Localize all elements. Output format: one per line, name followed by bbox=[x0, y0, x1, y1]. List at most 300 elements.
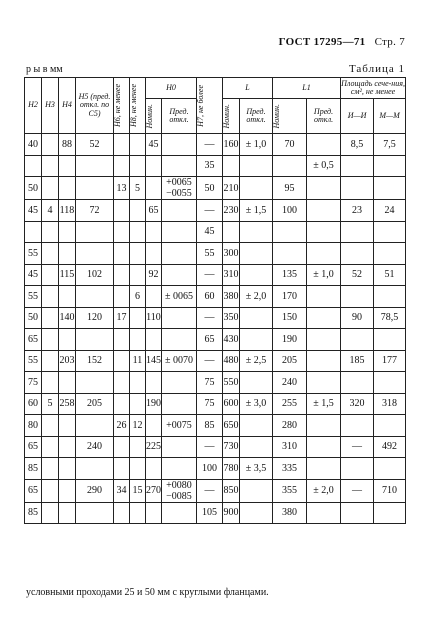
table-cell bbox=[76, 221, 114, 243]
table-cell bbox=[130, 436, 146, 458]
table-row bbox=[25, 393, 406, 415]
table-cell bbox=[59, 155, 76, 177]
table-cell bbox=[240, 329, 273, 351]
table-cell bbox=[59, 221, 76, 243]
table-cell: 600 bbox=[223, 393, 240, 415]
table-cell bbox=[76, 329, 114, 351]
table-cell: 26 bbox=[114, 415, 130, 437]
table-cell bbox=[130, 329, 146, 351]
table-row bbox=[25, 286, 406, 308]
table-row bbox=[25, 372, 406, 394]
table-cell bbox=[374, 243, 406, 265]
table-row bbox=[25, 307, 406, 329]
table-cell bbox=[341, 372, 374, 394]
table-cell bbox=[240, 479, 273, 502]
table-cell bbox=[162, 264, 197, 286]
table-cell bbox=[240, 415, 273, 437]
table-cell: +0075 bbox=[162, 415, 197, 437]
table-cell bbox=[130, 502, 146, 524]
table-cell bbox=[42, 243, 59, 265]
table-cell bbox=[42, 372, 59, 394]
table-cell bbox=[59, 479, 76, 502]
table-cell bbox=[374, 458, 406, 480]
table-cell bbox=[162, 458, 197, 480]
table-cell: 65 bbox=[25, 436, 42, 458]
table-cell: 350 bbox=[223, 307, 240, 329]
table-cell: ± 2,0 bbox=[307, 479, 341, 502]
table-cell: 45 bbox=[25, 200, 42, 222]
table-cell bbox=[341, 415, 374, 437]
table-row bbox=[25, 134, 406, 156]
table-cell bbox=[114, 221, 130, 243]
table-cell bbox=[130, 155, 146, 177]
table-cell bbox=[42, 350, 59, 372]
table-cell: +0080 −0085 bbox=[162, 479, 197, 502]
table-cell: 145 bbox=[146, 350, 162, 372]
table-cell: ± 3,5 bbox=[240, 458, 273, 480]
col-h4: H4 bbox=[59, 78, 76, 134]
table-cell: 34 bbox=[114, 479, 130, 502]
table-cell bbox=[59, 415, 76, 437]
table-cell bbox=[130, 393, 146, 415]
table-cell: 17 bbox=[114, 307, 130, 329]
table-cell bbox=[42, 221, 59, 243]
table-cell: 152 bbox=[76, 350, 114, 372]
table-cell bbox=[59, 502, 76, 524]
table-cell bbox=[162, 393, 197, 415]
table-cell: 900 bbox=[223, 502, 240, 524]
col-l1-nom: Номин. bbox=[273, 99, 307, 134]
table-row bbox=[25, 200, 406, 222]
dimensions-table bbox=[24, 77, 406, 524]
table-cell: 65 bbox=[146, 200, 162, 222]
page-header bbox=[279, 36, 405, 48]
table-cell bbox=[114, 286, 130, 308]
table-cell: — bbox=[197, 134, 223, 156]
table-cell: ± 3,0 bbox=[240, 393, 273, 415]
table-cell bbox=[76, 286, 114, 308]
table-cell bbox=[114, 134, 130, 156]
table-cell bbox=[307, 502, 341, 524]
table-cell bbox=[42, 458, 59, 480]
table-cell bbox=[240, 155, 273, 177]
table-cell: 310 bbox=[223, 264, 240, 286]
table-cell bbox=[114, 329, 130, 351]
table-cell: 60 bbox=[25, 393, 42, 415]
table-cell: — bbox=[197, 200, 223, 222]
col-h5: H5 (пред. откл. по C5) bbox=[76, 78, 114, 134]
table-cell bbox=[114, 264, 130, 286]
table-row bbox=[25, 458, 406, 480]
table-cell bbox=[240, 307, 273, 329]
table-cell bbox=[146, 329, 162, 351]
table-cell: 430 bbox=[223, 329, 240, 351]
table-cell: 55 bbox=[25, 350, 42, 372]
table-cell: — bbox=[197, 479, 223, 502]
table-cell: 230 bbox=[223, 200, 240, 222]
table-cell: 480 bbox=[223, 350, 240, 372]
table-cell bbox=[130, 458, 146, 480]
table-cell: 11 bbox=[130, 350, 146, 372]
table-cell bbox=[146, 243, 162, 265]
table-cell: 355 bbox=[273, 479, 307, 502]
table-cell bbox=[59, 372, 76, 394]
table-cell bbox=[307, 200, 341, 222]
table-cell: 35 bbox=[197, 155, 223, 177]
col-area-ii: И—И bbox=[341, 99, 374, 134]
col-h0-nom: Номин. bbox=[146, 99, 162, 134]
col-h0: H0 bbox=[146, 78, 197, 99]
table-cell: 110 bbox=[146, 307, 162, 329]
table-cell bbox=[240, 221, 273, 243]
table-cell bbox=[114, 243, 130, 265]
table-cell bbox=[341, 155, 374, 177]
col-l1: L1 bbox=[273, 78, 341, 99]
table-cell: 5 bbox=[130, 177, 146, 200]
table-cell bbox=[307, 458, 341, 480]
table-cell bbox=[59, 458, 76, 480]
table-cell bbox=[42, 177, 59, 200]
table-cell bbox=[76, 372, 114, 394]
table-cell: 40 bbox=[25, 134, 42, 156]
table-cell: 88 bbox=[59, 134, 76, 156]
table-cell bbox=[130, 200, 146, 222]
table-cell bbox=[114, 350, 130, 372]
table-cell: 75 bbox=[25, 372, 42, 394]
table-row bbox=[25, 436, 406, 458]
table-cell: 50 bbox=[197, 177, 223, 200]
table-cell: 650 bbox=[223, 415, 240, 437]
table-cell bbox=[76, 458, 114, 480]
col-h3: H3 bbox=[42, 78, 59, 134]
footer-note: условными проходами 25 и 50 мм с круглыми фланцами. bbox=[26, 587, 269, 598]
table-cell: 6 bbox=[130, 286, 146, 308]
table-cell bbox=[240, 502, 273, 524]
table-cell bbox=[114, 436, 130, 458]
table-cell bbox=[223, 221, 240, 243]
table-cell: 255 bbox=[273, 393, 307, 415]
table-cell: 240 bbox=[76, 436, 114, 458]
table-cell bbox=[240, 243, 273, 265]
table-cell bbox=[146, 415, 162, 437]
table-row bbox=[25, 350, 406, 372]
table-cell bbox=[162, 502, 197, 524]
table-cell bbox=[307, 372, 341, 394]
table-cell bbox=[307, 436, 341, 458]
table-row bbox=[25, 264, 406, 286]
table-cell: 550 bbox=[223, 372, 240, 394]
table-cell: 55 bbox=[197, 243, 223, 265]
table-cell bbox=[76, 502, 114, 524]
table-cell bbox=[223, 155, 240, 177]
table-cell: 75 bbox=[197, 393, 223, 415]
table-cell bbox=[76, 415, 114, 437]
table-cell: — bbox=[197, 350, 223, 372]
table-cell: 5 bbox=[42, 393, 59, 415]
table-cell: 335 bbox=[273, 458, 307, 480]
col-h0-dev: Пред. откл. bbox=[162, 99, 197, 134]
table-row bbox=[25, 415, 406, 437]
table-cell: 310 bbox=[273, 436, 307, 458]
table-cell: 492 bbox=[374, 436, 406, 458]
table-cell: — bbox=[197, 307, 223, 329]
table-cell bbox=[130, 372, 146, 394]
table-cell: ± 1,5 bbox=[307, 393, 341, 415]
table-cell bbox=[59, 286, 76, 308]
table-cell: 102 bbox=[76, 264, 114, 286]
table-cell: 45 bbox=[146, 134, 162, 156]
table-cell bbox=[374, 372, 406, 394]
table-cell: 95 bbox=[273, 177, 307, 200]
table-cell: 118 bbox=[59, 200, 76, 222]
table-cell bbox=[25, 155, 42, 177]
table-cell bbox=[42, 155, 59, 177]
table-cell: 270 bbox=[146, 479, 162, 502]
col-h6: H6, не менее bbox=[114, 78, 130, 134]
table-cell: ± 1,5 bbox=[240, 200, 273, 222]
table-cell bbox=[59, 329, 76, 351]
table-cell: 80 bbox=[25, 415, 42, 437]
table-cell bbox=[341, 221, 374, 243]
table-cell bbox=[162, 155, 197, 177]
table-caption: Таблица 1 bbox=[348, 63, 405, 75]
col-h2: H2 bbox=[25, 78, 42, 134]
col-l1-dev: Пред. откл. bbox=[307, 99, 341, 134]
table-cell bbox=[42, 415, 59, 437]
table-cell bbox=[114, 372, 130, 394]
table-cell: 50 bbox=[25, 177, 42, 200]
table-cell bbox=[42, 329, 59, 351]
table-cell bbox=[146, 177, 162, 200]
table-cell bbox=[374, 221, 406, 243]
table-cell: 177 bbox=[374, 350, 406, 372]
table-cell: 290 bbox=[76, 479, 114, 502]
col-area: Площадь сече-ния, см², не менее bbox=[341, 78, 406, 99]
table-cell: 85 bbox=[25, 458, 42, 480]
table-cell bbox=[59, 243, 76, 265]
table-cell bbox=[162, 221, 197, 243]
table-cell bbox=[114, 200, 130, 222]
table-cell: 75 bbox=[197, 372, 223, 394]
table-cell: ± 1,0 bbox=[240, 134, 273, 156]
table-cell bbox=[240, 436, 273, 458]
table-cell: — bbox=[197, 436, 223, 458]
table-cell: 850 bbox=[223, 479, 240, 502]
table-cell bbox=[59, 436, 76, 458]
table-cell: 120 bbox=[76, 307, 114, 329]
col-l: L bbox=[223, 78, 273, 99]
table-cell bbox=[273, 243, 307, 265]
table-cell: 380 bbox=[273, 502, 307, 524]
table-cell: 258 bbox=[59, 393, 76, 415]
table-cell: 320 bbox=[341, 393, 374, 415]
table-cell: 280 bbox=[273, 415, 307, 437]
table-cell: — bbox=[341, 479, 374, 502]
units-caption: р ы в мм bbox=[26, 64, 63, 75]
table-cell: 730 bbox=[223, 436, 240, 458]
table-cell bbox=[162, 307, 197, 329]
table-cell bbox=[307, 221, 341, 243]
table-cell bbox=[374, 329, 406, 351]
table-cell: 105 bbox=[197, 502, 223, 524]
table-cell: 185 bbox=[341, 350, 374, 372]
table-cell: 160 bbox=[223, 134, 240, 156]
table-cell bbox=[374, 177, 406, 200]
table-cell: +0065 −0055 bbox=[162, 177, 197, 200]
table-row bbox=[25, 155, 406, 177]
table-cell: 225 bbox=[146, 436, 162, 458]
table-cell: 115 bbox=[59, 264, 76, 286]
table-cell: 8,5 bbox=[341, 134, 374, 156]
table-cell bbox=[42, 436, 59, 458]
table-cell: 15 bbox=[130, 479, 146, 502]
table-cell bbox=[273, 221, 307, 243]
col-l-nom: Номин. bbox=[223, 99, 240, 134]
table-row bbox=[25, 329, 406, 351]
table-cell bbox=[42, 134, 59, 156]
table-cell: 65 bbox=[25, 329, 42, 351]
table-cell: 92 bbox=[146, 264, 162, 286]
table-cell bbox=[374, 502, 406, 524]
table-cell bbox=[42, 502, 59, 524]
table-cell bbox=[374, 155, 406, 177]
table-cell: 12 bbox=[130, 415, 146, 437]
table-cell bbox=[307, 243, 341, 265]
table-cell: 710 bbox=[374, 479, 406, 502]
table-cell bbox=[76, 155, 114, 177]
page-number: Стр. 7 bbox=[374, 36, 405, 48]
table-cell bbox=[341, 286, 374, 308]
table-cell bbox=[273, 155, 307, 177]
table-cell: 205 bbox=[76, 393, 114, 415]
table-cell bbox=[162, 436, 197, 458]
table-cell bbox=[76, 177, 114, 200]
table-cell: ± 1,0 bbox=[307, 264, 341, 286]
col-h7: H7, не более bbox=[197, 78, 223, 134]
table-cell: 7,5 bbox=[374, 134, 406, 156]
table-cell: 4 bbox=[42, 200, 59, 222]
table-row bbox=[25, 243, 406, 265]
table-cell: ± 0070 bbox=[162, 350, 197, 372]
table-row bbox=[25, 221, 406, 243]
table-cell bbox=[130, 264, 146, 286]
table-cell: 50 bbox=[25, 307, 42, 329]
table-cell bbox=[162, 200, 197, 222]
table-cell bbox=[130, 221, 146, 243]
table-cell bbox=[146, 458, 162, 480]
table-cell: 780 bbox=[223, 458, 240, 480]
table-cell bbox=[162, 329, 197, 351]
table-cell bbox=[341, 329, 374, 351]
table-cell bbox=[162, 243, 197, 265]
table-cell: 65 bbox=[197, 329, 223, 351]
table-cell: ± 0065 bbox=[162, 286, 197, 308]
table-cell: 190 bbox=[273, 329, 307, 351]
table-cell: 70 bbox=[273, 134, 307, 156]
table-cell bbox=[146, 372, 162, 394]
gost-number: ГОСТ 17295—71 bbox=[278, 36, 366, 48]
table-cell: — bbox=[341, 436, 374, 458]
table-cell bbox=[307, 350, 341, 372]
table-cell: 140 bbox=[59, 307, 76, 329]
table-cell: 78,5 bbox=[374, 307, 406, 329]
table-cell: 23 bbox=[341, 200, 374, 222]
table-cell: 60 bbox=[197, 286, 223, 308]
table-cell bbox=[76, 243, 114, 265]
table-cell bbox=[307, 286, 341, 308]
table-cell bbox=[307, 177, 341, 200]
table-cell: 52 bbox=[341, 264, 374, 286]
table-cell: 205 bbox=[273, 350, 307, 372]
table-cell bbox=[25, 221, 42, 243]
table-cell: 45 bbox=[197, 221, 223, 243]
table-cell bbox=[240, 372, 273, 394]
table-cell bbox=[162, 134, 197, 156]
table-cell: 150 bbox=[273, 307, 307, 329]
table-cell bbox=[59, 177, 76, 200]
table-cell bbox=[114, 155, 130, 177]
table-row bbox=[25, 177, 406, 200]
table-cell bbox=[341, 243, 374, 265]
table-cell bbox=[146, 221, 162, 243]
col-l-dev: Пред. откл. bbox=[240, 99, 273, 134]
table-cell bbox=[307, 329, 341, 351]
table-cell bbox=[341, 177, 374, 200]
table-cell bbox=[374, 415, 406, 437]
table-cell: 55 bbox=[25, 243, 42, 265]
table-cell: 52 bbox=[76, 134, 114, 156]
table-cell bbox=[146, 502, 162, 524]
table-cell bbox=[114, 502, 130, 524]
table-cell: 380 bbox=[223, 286, 240, 308]
table-cell: ± 0,5 bbox=[307, 155, 341, 177]
table-cell: 318 bbox=[374, 393, 406, 415]
table-cell bbox=[374, 286, 406, 308]
table-cell: ± 2,0 bbox=[240, 286, 273, 308]
table-cell bbox=[307, 415, 341, 437]
table-cell bbox=[240, 264, 273, 286]
table-cell: 210 bbox=[223, 177, 240, 200]
table-cell: 90 bbox=[341, 307, 374, 329]
table-cell: 24 bbox=[374, 200, 406, 222]
table-cell bbox=[341, 502, 374, 524]
table-cell bbox=[130, 307, 146, 329]
table-cell: 13 bbox=[114, 177, 130, 200]
col-h8: H8, не менее bbox=[130, 78, 146, 134]
table-cell: 170 bbox=[273, 286, 307, 308]
table-cell bbox=[146, 155, 162, 177]
col-area-mm: М—М bbox=[374, 99, 406, 134]
table-cell: 45 bbox=[25, 264, 42, 286]
table-cell: 65 bbox=[25, 479, 42, 502]
table-cell: 72 bbox=[76, 200, 114, 222]
table-cell: 190 bbox=[146, 393, 162, 415]
table-cell bbox=[240, 177, 273, 200]
table-cell bbox=[130, 243, 146, 265]
table-cell bbox=[42, 479, 59, 502]
table-cell: 135 bbox=[273, 264, 307, 286]
table-cell: 240 bbox=[273, 372, 307, 394]
table-cell: 300 bbox=[223, 243, 240, 265]
table-cell bbox=[42, 286, 59, 308]
table-cell bbox=[146, 286, 162, 308]
table-cell: 100 bbox=[273, 200, 307, 222]
table-cell: — bbox=[197, 264, 223, 286]
table-row bbox=[25, 479, 406, 502]
table-cell: 55 bbox=[25, 286, 42, 308]
table-cell: 100 bbox=[197, 458, 223, 480]
table-cell bbox=[307, 307, 341, 329]
